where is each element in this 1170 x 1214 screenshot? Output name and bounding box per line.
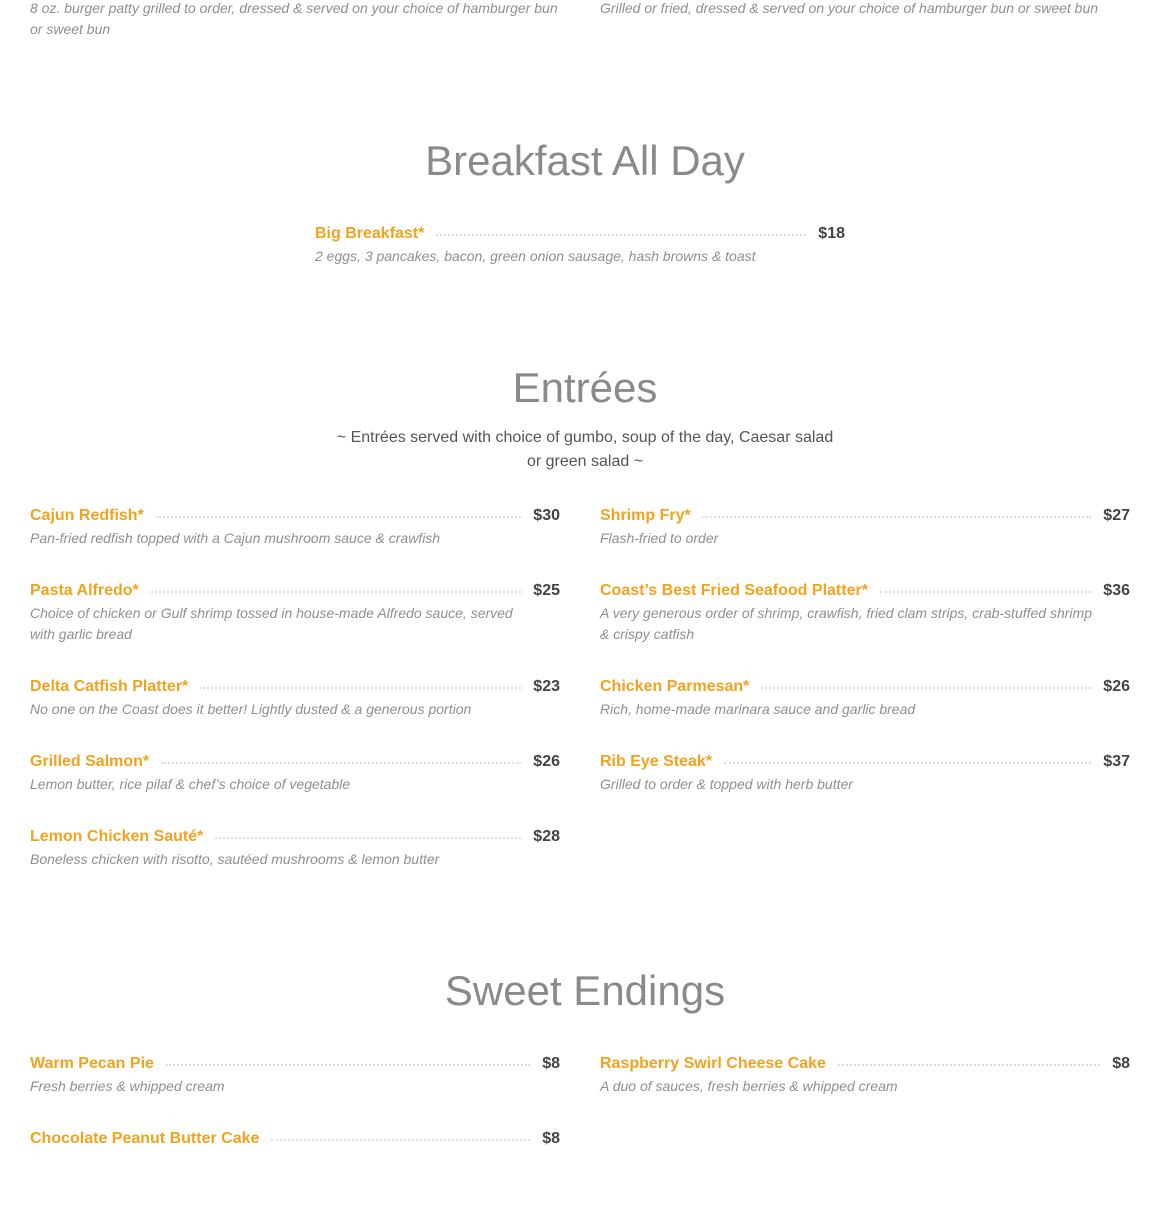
item-description: 8 oz. burger patty grilled to order, dressed & served on your choice of hamburger bun or sweet bun — [30, 0, 558, 37]
item-description: Lemon butter, rice pilaf & chef’s choice of vegetable — [30, 776, 351, 792]
item-price: $37 — [1103, 753, 1130, 770]
item-name: Chocolate Peanut Butter Cake — [30, 1130, 260, 1147]
dotted-leader — [161, 762, 521, 764]
section-title-desserts: Sweet Endings — [444, 967, 726, 1014]
item-price: $8 — [1112, 1055, 1130, 1072]
item-price: $25 — [533, 582, 560, 599]
dotted-leader — [200, 687, 521, 689]
item-description: Pan-fried redfish topped with a Cajun mushroom sauce & crawfish — [30, 530, 441, 546]
item-price: $8 — [542, 1130, 560, 1147]
item-name: Delta Catfish Platter* — [30, 678, 189, 695]
item-description: Fresh berries & whipped cream — [30, 1078, 225, 1094]
dotted-leader — [703, 516, 1092, 518]
dotted-leader — [151, 591, 522, 593]
dotted-leader — [166, 1064, 530, 1066]
item-name: Raspberry Swirl Cheese Cake — [600, 1055, 826, 1072]
item-description: Grilled or fried, dressed & served on your choice of hamburger bun or sweet bun — [600, 0, 1099, 16]
menu-item — [30, 676, 560, 720]
menu-item — [30, 505, 560, 549]
dotted-leader — [880, 591, 1091, 593]
dotted-leader — [271, 1139, 530, 1141]
item-price: $18 — [818, 225, 845, 242]
item-description: Choice of chicken or Gulf shrimp tossed in house-made Alfredo sauce, served with garlic bread — [30, 605, 513, 642]
dotted-leader — [761, 687, 1091, 689]
item-name: Warm Pecan Pie — [30, 1055, 154, 1072]
menu-item — [600, 676, 1130, 720]
section-title-breakfast: Breakfast All Day — [425, 137, 745, 184]
item-description: Rich, home-made marinara sauce and garlic bread — [600, 701, 916, 717]
item-description: Boneless chicken with risotto, sautéed mushrooms & lemon butter — [30, 851, 440, 867]
menu-item — [30, 1053, 560, 1097]
dotted-leader — [838, 1064, 1100, 1066]
item-price: $27 — [1103, 507, 1130, 524]
item-name: Big Breakfast* — [315, 225, 425, 242]
menu-item — [600, 751, 1130, 795]
item-price: $30 — [533, 507, 560, 524]
section-title-entrees: Entrées — [512, 364, 658, 411]
section-note-line: ~ Entrées served with choice of gumbo, soup of the day, Caesar salad — [336, 429, 834, 446]
dotted-leader — [436, 234, 806, 236]
item-name: Grilled Salmon* — [30, 753, 150, 770]
menu-item — [600, 1053, 1130, 1097]
item-name: Shrimp Fry* — [600, 507, 691, 524]
item-price: $26 — [533, 753, 560, 770]
item-name: Coast’s Best Fried Seafood Platter* — [600, 582, 868, 599]
dotted-leader — [724, 762, 1091, 764]
menu-item — [315, 223, 845, 267]
menu-item — [600, 580, 1130, 645]
item-price: $26 — [1103, 678, 1130, 695]
item-description: Grilled to order & topped with herb butter — [600, 776, 853, 792]
menu-item — [30, 751, 560, 795]
item-price: $28 — [533, 828, 560, 845]
section-note-line: or green salad ~ — [526, 453, 644, 470]
dotted-leader — [156, 516, 522, 518]
item-description: No one on the Coast does it better! Lightly dusted & a generous portion — [30, 701, 472, 717]
dotted-leader — [215, 837, 521, 839]
menu-item — [30, 1128, 560, 1151]
item-name: Rib Eye Steak* — [600, 753, 713, 770]
item-name: Cajun Redfish* — [30, 507, 144, 524]
item-name: Lemon Chicken Sauté* — [30, 828, 204, 845]
section-note — [335, 426, 835, 474]
item-description: 2 eggs, 3 pancakes, bacon, green onion sausage, hash browns & toast — [315, 248, 756, 264]
menu-item — [600, 505, 1130, 549]
menu-item — [30, 580, 560, 645]
item-price: $36 — [1103, 582, 1130, 599]
item-name: Pasta Alfredo* — [30, 582, 139, 599]
item-price: $23 — [533, 678, 560, 695]
menu-item — [30, 826, 560, 870]
item-name: Chicken Parmesan* — [600, 678, 750, 695]
item-description: A duo of sauces, fresh berries & whipped cream — [600, 1078, 898, 1094]
item-description: A very generous order of shrimp, crawfish, fried clam strips, crab-stuffed shrimp & crispy catfish — [600, 605, 1092, 642]
item-price: $8 — [542, 1055, 560, 1072]
item-description: Flash-fried to order — [600, 530, 719, 546]
